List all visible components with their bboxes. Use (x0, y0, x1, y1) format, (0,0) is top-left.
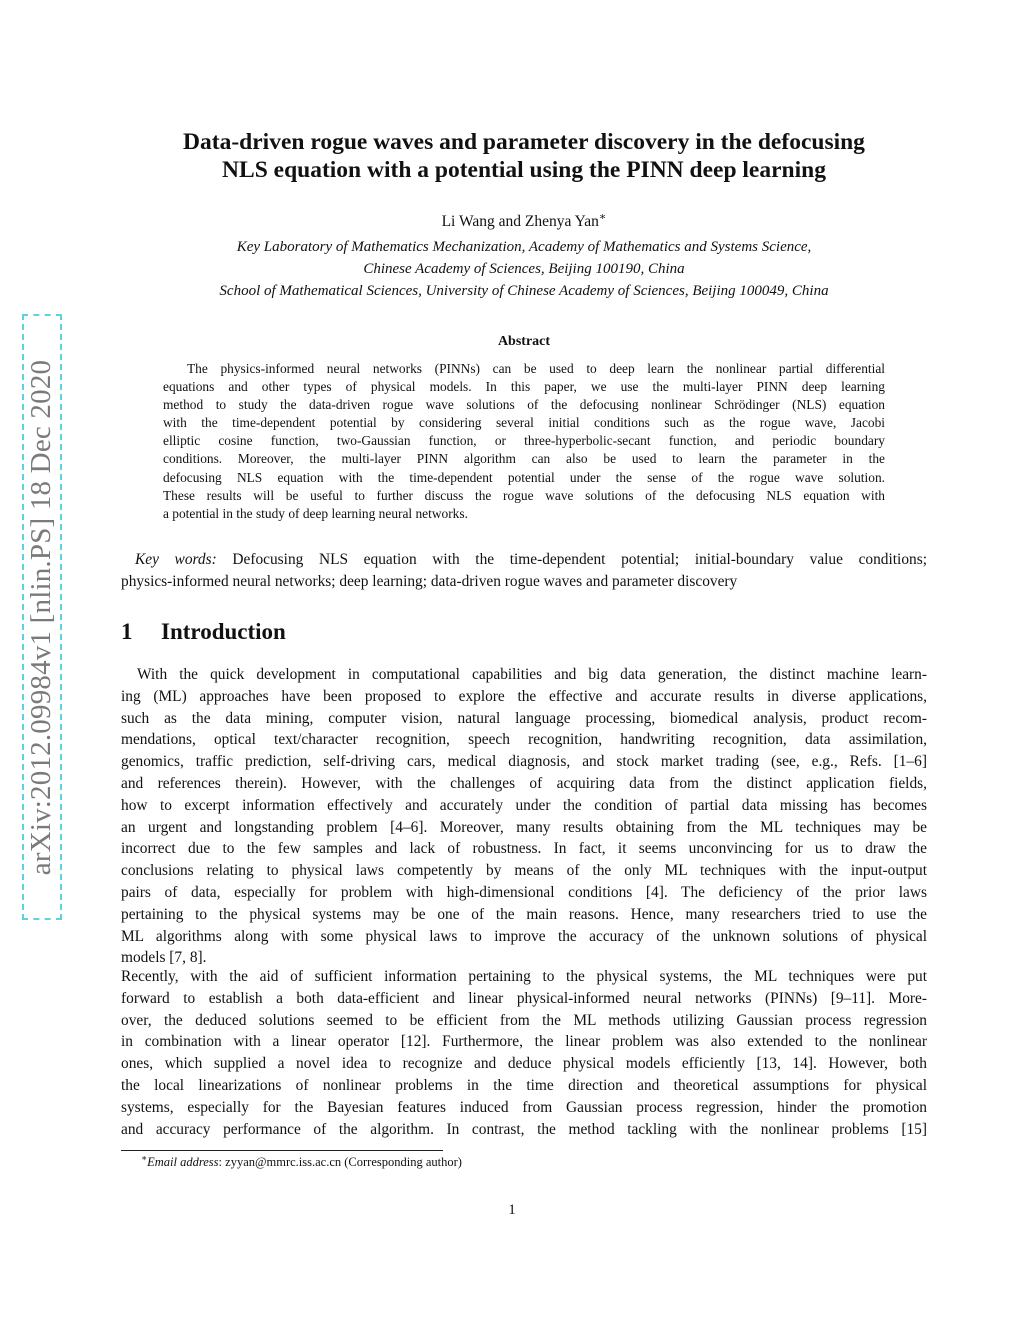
text-line: conclusions relating to physical laws competently by means of the only ML techniques with the input-output (121, 862, 927, 880)
title-line-2: NLS equation with a potential using the PINN deep learning (222, 157, 826, 183)
corresponding-author-mark: ∗ (598, 211, 607, 223)
keywords-label: Key words: (135, 551, 217, 568)
arxiv-stamp[interactable] (22, 314, 62, 920)
footnote (141, 1153, 462, 1170)
title-line-1: Data-driven rogue waves and parameter discovery in the defocusing (183, 129, 865, 155)
text-line: over, the deduced solutions seemed to be efficient from the ML methods utilizing Gaussian process regression (121, 1011, 927, 1029)
author-names: Li Wang and Zhenya Yan (441, 213, 599, 231)
intro-paragraph-2 (121, 966, 927, 1140)
abstract-line: with the time-dependent potential by considering several initial conditions such as the rogue wave, Jacobi (163, 415, 885, 431)
text-line: ing (ML) approaches have been proposed to explore the effective and accurate results in diverse applications, (121, 687, 927, 705)
keywords-text-1: Defocusing NLS equation with the time-dependent potential; initial-boundary value conditions; (232, 551, 927, 568)
text-line: forward to establish a both data-efficient and linear physical-informed neural networks (PINNs) [9–11]. More- (121, 989, 927, 1007)
text-line: mendations, optical text/character recognition, speech recognition, handwriting recognition, data assimilation, (121, 731, 927, 749)
abstract-line: These results will be useful to further discuss the rogue wave solutions of the defocusing NLS equation with (163, 487, 885, 503)
author-list (100, 210, 948, 231)
footnote-mark: ∗ (141, 1153, 148, 1163)
abstract-line: elliptic cosine function, two-Gaussian function, or three-hyperbolic-secant function, and periodic boundary (163, 433, 885, 449)
text-line: ones, which supplied a novel idea to recognize and deduce physical models efficiently [13, 14]. However, both (121, 1055, 927, 1073)
text-line: incorrect due to the few samples and lack of robustness. In fact, it seems unconvincing for us to draw the (121, 840, 927, 858)
affiliation-line: Chinese Academy of Sciences, Beijing 100190, China (363, 261, 685, 277)
text-line: models [7, 8]. (121, 949, 207, 967)
abstract-line: equations and other types of physical models. In this paper, we use the multi-layer PINN deep learning (163, 379, 885, 395)
text-line: With the quick development in computational capabilities and big data generation, the distinct machine learn- (137, 666, 927, 683)
text-line: systems, especially for the Bayesian features induced from Gaussian process regression, hinder the promotion (121, 1098, 927, 1116)
affiliations (100, 236, 948, 302)
text-line: an urgent and longstanding problem [4–6]. Moreover, many results obtaining from the ML techniques may be (121, 818, 927, 836)
text-line: ML algorithms along with some physical laws to improve the accuracy of the unknown solutions of physical (121, 927, 927, 945)
arxiv-identifier: arXiv:2012.09984v1 [nlin.PS] 18 Dec 2020 (25, 359, 58, 875)
abstract-line: method to study the data-driven rogue wave solutions of the defocusing nonlinear Schrödinger (NLS) equation (163, 397, 885, 413)
text-line: the local linearizations of nonlinear problems in the time direction and theoretical assumptions for physical (121, 1076, 927, 1094)
abstract-line: The physics-informed neural networks (PINNs) can be used to deep learn the nonlinear partial differential (187, 361, 885, 376)
text-line: such as the data mining, computer vision, natural language processing, biomedical analysis, product recom- (121, 709, 927, 727)
footnote-label: Email address (147, 1155, 219, 1170)
keywords-line-1 (121, 549, 927, 571)
abstract-body (163, 360, 885, 523)
section-title-text: Introduction (161, 619, 286, 644)
footnote-divider (121, 1150, 443, 1151)
text-line: Recently, with the aid of sufficient information pertaining to the physical systems, the ML techniques were put (121, 968, 927, 985)
section-heading (121, 619, 286, 645)
section-number: 1 (121, 619, 133, 644)
abstract-line: conditions. Moreover, the multi-layer PINN algorithm can also be used to learn the parameter in the (163, 451, 885, 467)
affiliation-line: Key Laboratory of Mathematics Mechanization, Academy of Mathematics and Systems Science, (236, 239, 812, 255)
keywords-line-2: physics-informed neural networks; deep learning; data-driven rogue waves and parameter discovery (121, 573, 738, 590)
abstract-line: defocusing NLS equation with the time-dependent potential under the sense of the rogue wave solution. (163, 469, 885, 485)
text-line: pairs of data, especially for problem with high-dimensional conditions [4]. The deficiency of the prior laws (121, 883, 927, 901)
paper-title (100, 128, 948, 184)
text-line: how to excerpt information effectively and accurately under the condition of partial data missing has becomes (121, 796, 927, 814)
footnote-text: : zyyan@mmrc.iss.ac.cn (Corresponding author) (218, 1155, 462, 1170)
page-number: 1 (508, 1202, 516, 1218)
text-line: and accuracy performance of the algorithm. In contrast, the method tackling with the nonlinear problems [15] (121, 1120, 927, 1138)
intro-paragraph-1 (121, 664, 927, 969)
text-line: pertaining to the physical systems may be one of the main reasons. Hence, many researchers tried to use the (121, 905, 927, 923)
affiliation-line: School of Mathematical Sciences, University of Chinese Academy of Sciences, Beijing 100049, China (219, 283, 829, 299)
keywords (121, 549, 927, 593)
text-line: in combination with a linear operator [12]. Furthermore, the linear problem was also extended to the nonlinear (121, 1033, 927, 1051)
text-line: and references therein). However, with the challenges of acquiring data from the distinct application fields, (121, 774, 927, 792)
abstract-heading: Abstract (497, 334, 551, 349)
abstract-line: a potential in the study of deep learning neural networks. (163, 505, 468, 521)
text-line: genomics, traffic prediction, self-driving cars, medical diagnosis, and stock market trading (see, e.g., Refs. [1–6] (121, 753, 927, 771)
